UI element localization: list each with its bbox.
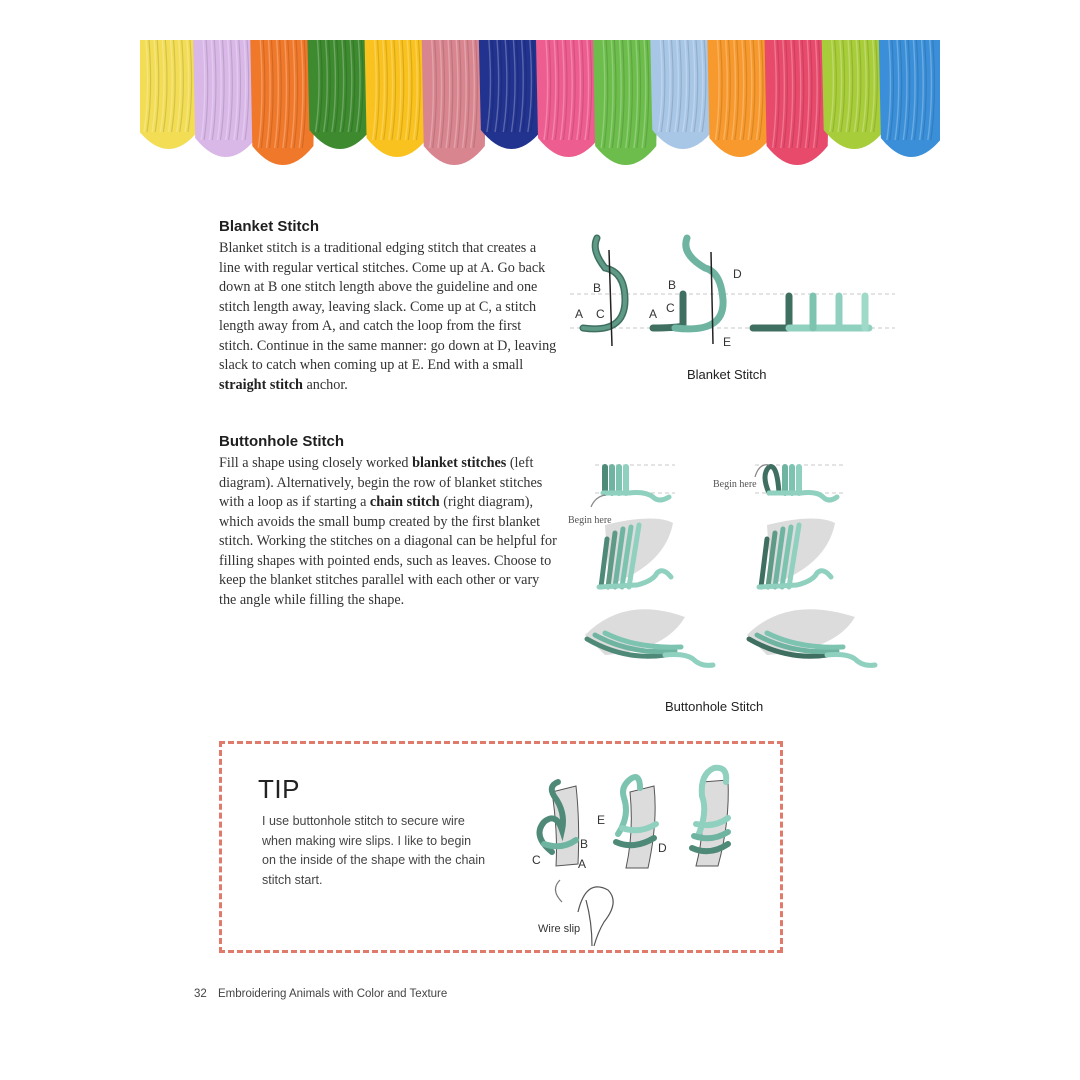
buttonhole-stitch-paragraph	[219, 454, 557, 610]
floss-skein	[879, 40, 940, 157]
label-b-1: B	[593, 281, 602, 295]
floss-skein	[536, 40, 601, 157]
tip-text: I use buttonhole stitch to secure wire when making wire slips. I like to begin on the inside of the shape with the chain stitch start.	[262, 814, 486, 887]
floss-skein	[765, 40, 830, 165]
page-number: 32	[194, 988, 207, 1000]
floss-skein	[250, 40, 315, 165]
floss-banner-image	[140, 40, 940, 180]
tip-label-d: D	[658, 841, 667, 855]
tip-label-b: B	[580, 837, 589, 851]
label-a-2: A	[649, 307, 658, 321]
buttonhole-text-5: (right diagram), which avoids the small bump created by the first blanket stitch. Working the stitches on a diagonal can be helpful for filling shapes with pointed ends, such as leaves. Choose to keep the blanket stitches parallel with each other or vary the angle while filling the shape.	[219, 494, 557, 608]
blanket-stitch-caption: Blanket Stitch	[687, 367, 767, 382]
label-c-1: C	[596, 307, 605, 321]
begin-here-left: Begin here	[568, 515, 612, 526]
floss-skein	[422, 40, 487, 165]
floss-skein	[479, 40, 544, 149]
blanket-text-1: Blanket stitch is a traditional edging stitch that creates a line with regular vertical stitches. Come up at A. Go back down at B one stitch length above the guideline and one stitch length away, leaving slack. Come up at C, a stitch length away from A, and catch the loop from the first stitch. Continue in the same manner: go down at D, leaving slack to catch when coming up at E. End with a small	[219, 240, 557, 373]
label-d-2: D	[733, 267, 742, 281]
blanket-stitch-heading: Blanket Stitch	[219, 218, 320, 235]
tip-title: TIP	[258, 774, 300, 804]
label-e-2: E	[723, 335, 732, 349]
wire-slip-diagram	[522, 752, 762, 956]
tip-label-c: C	[532, 853, 541, 867]
floss-skein	[593, 40, 658, 165]
buttonhole-stitch-heading: Buttonhole Stitch	[219, 433, 344, 450]
buttonhole-text-bold-2: chain stitch	[369, 494, 440, 510]
blanket-text-3: anchor.	[302, 376, 348, 393]
wire-slip-label: Wire slip	[538, 923, 581, 935]
floss-skein	[822, 40, 887, 149]
page-footer	[194, 988, 447, 1000]
floss-skein	[140, 40, 201, 149]
buttonhole-text-1: Fill a shape using closely worked	[219, 455, 413, 471]
book-title: Embroidering Animals with Color and Texture	[218, 988, 448, 1000]
floss-skein	[707, 40, 772, 157]
tip-label-a: A	[578, 857, 587, 871]
buttonhole-stitch-caption: Buttonhole Stitch	[665, 699, 764, 714]
blanket-stitch-paragraph	[219, 239, 557, 395]
begin-here-right: Begin here	[713, 479, 757, 490]
tip-label-e: E	[597, 813, 606, 827]
floss-skein	[193, 40, 258, 157]
buttonhole-stitch-diagram	[565, 455, 885, 689]
buttonhole-text-3: (left diagram). Alternatively, begin the row of blanket stitches with a loop as if starting a	[219, 455, 543, 510]
blanket-text-bold: straight stitch	[219, 376, 303, 393]
tip-box	[219, 741, 783, 953]
blanket-stitch-diagram	[565, 228, 905, 362]
label-a-1: A	[575, 307, 584, 321]
floss-skein	[365, 40, 430, 157]
label-c-2: C	[666, 301, 675, 315]
label-b-2: B	[668, 278, 677, 292]
buttonhole-text-bold-1: blanket stitches	[412, 455, 507, 471]
floss-skein	[650, 40, 715, 149]
floss-skein	[307, 40, 372, 149]
